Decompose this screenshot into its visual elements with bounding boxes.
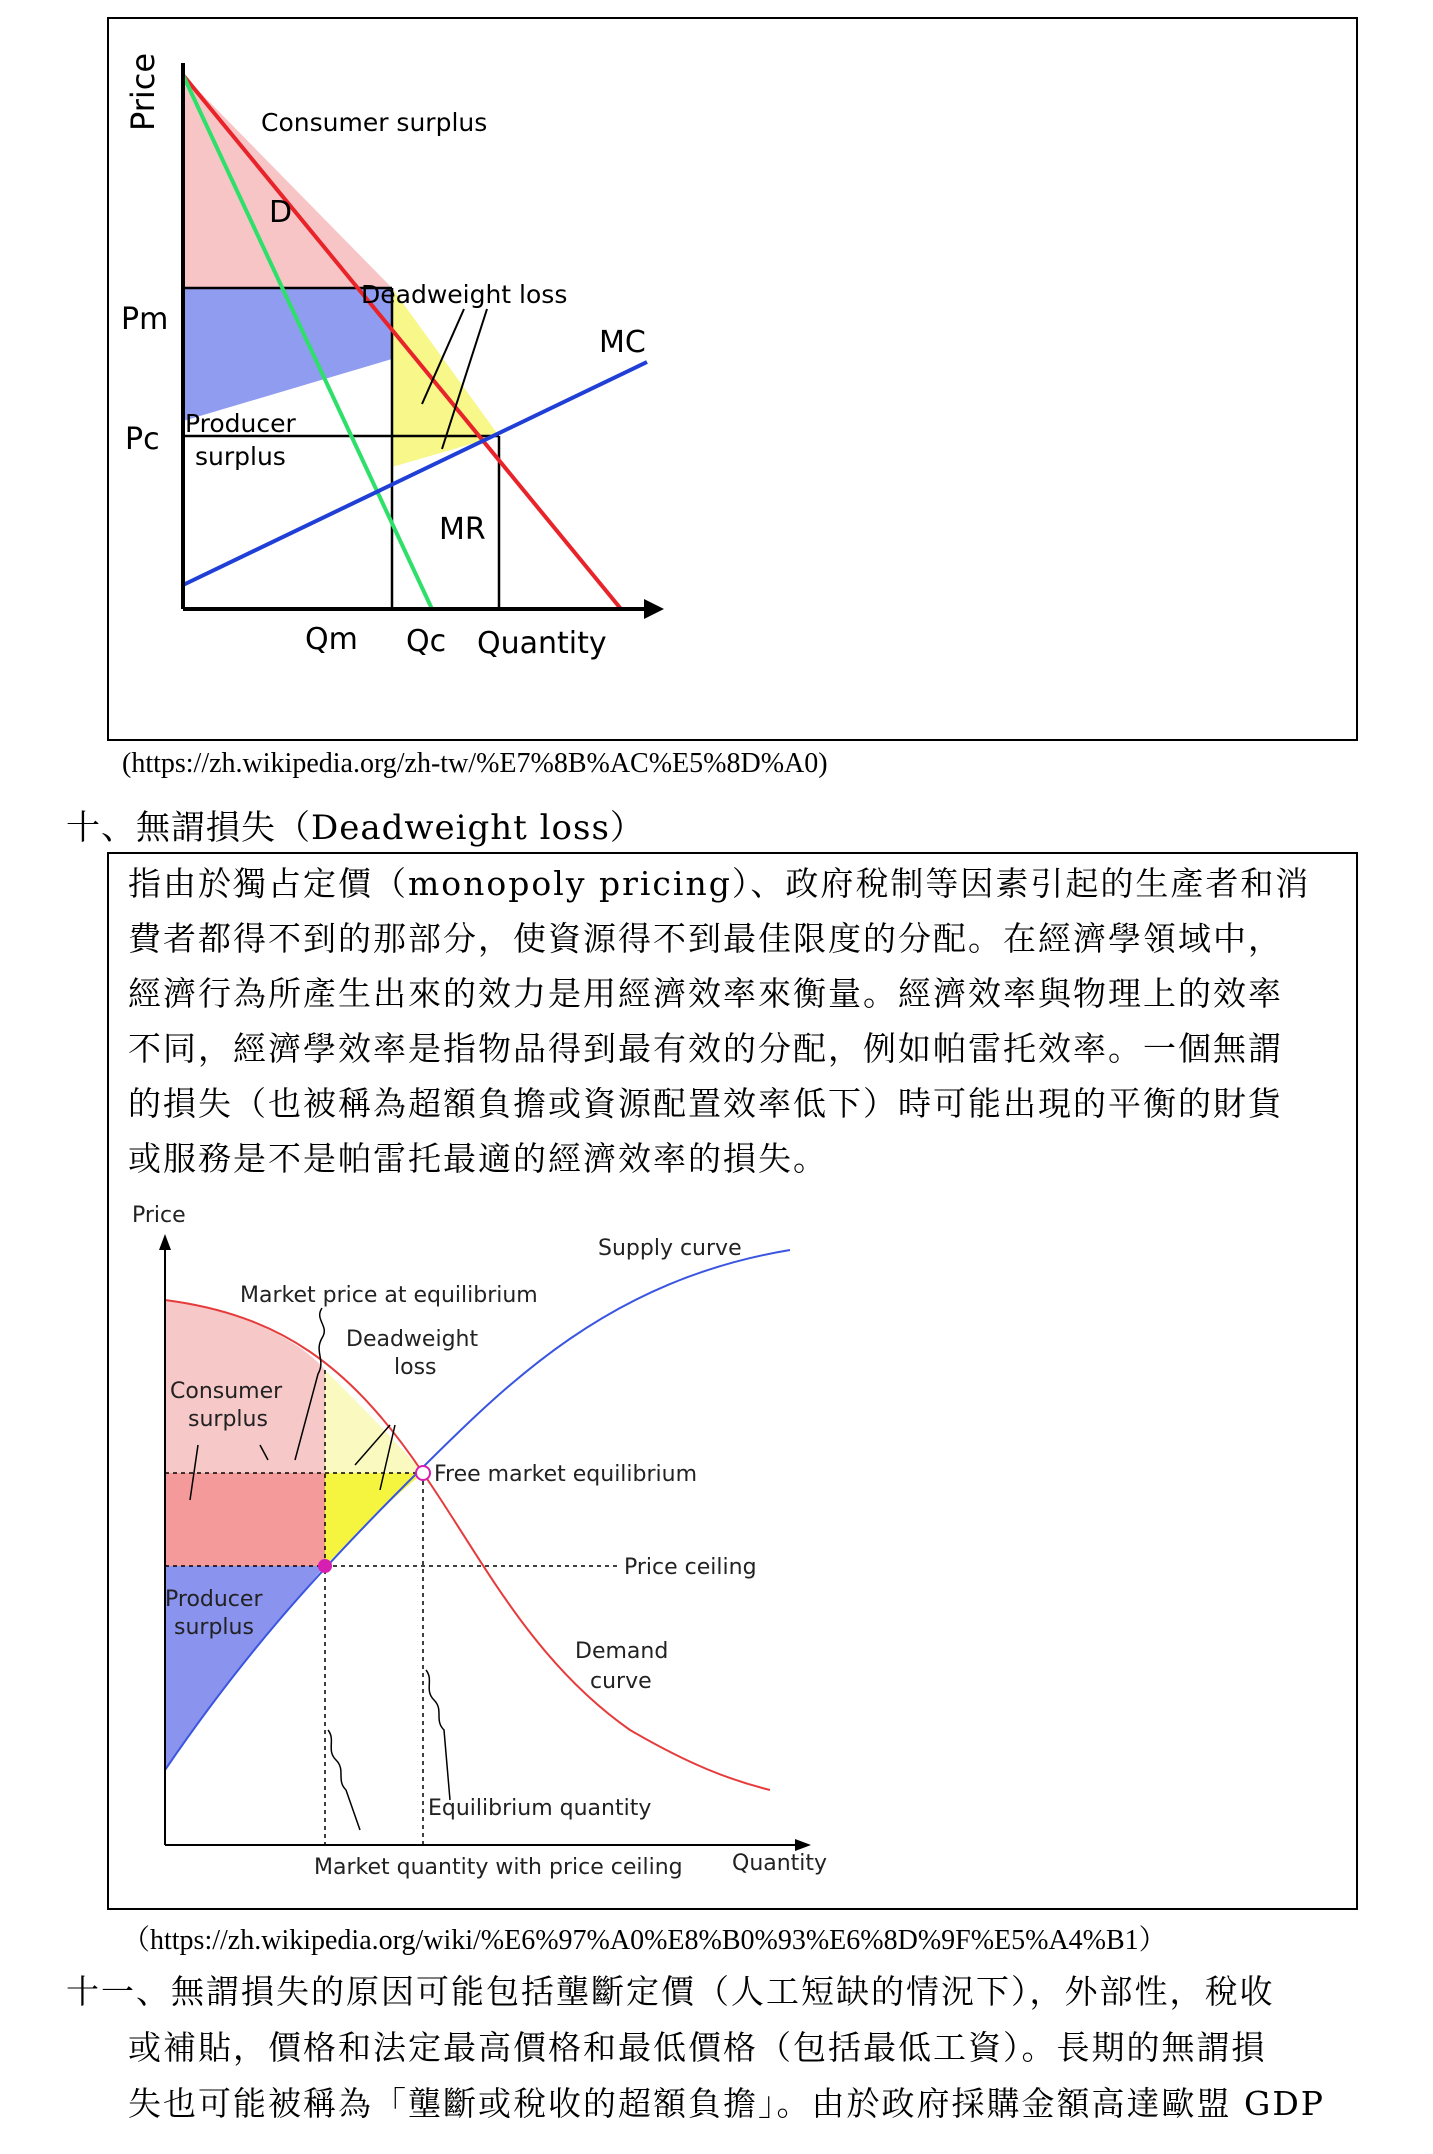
qc-label: Qc xyxy=(406,624,447,659)
demand-curve-label: curve xyxy=(590,1669,652,1694)
section10-line: 不同，經濟學效率是指物品得到最有效的分配，例如帕雷托效率。一個無謂 xyxy=(128,1029,1283,1068)
section10-line: 費者都得不到的那部分，使資源得不到最佳限度的分配。在經濟學領域中， xyxy=(128,919,1283,958)
section11-line: 十一、無謂損失的原因可能包括壟斷定價（人工短缺的情況下），外部性，稅收 xyxy=(66,1972,1275,2011)
producer-surplus-label: Producer xyxy=(165,1587,263,1612)
market-price-label: Market price at equilibrium xyxy=(240,1283,538,1308)
deadweight-loss-area xyxy=(325,1370,423,1473)
deadweight-loss-label: Deadweight loss xyxy=(361,280,568,309)
section11-line: 失也可能被稱為「壟斷或稅收的超額負擔」。由於政府採購金額高達歐盟 GDP xyxy=(128,2084,1326,2123)
monopoly-chart xyxy=(109,19,1356,739)
consumer-surplus-area xyxy=(183,75,392,288)
consumer-surplus-label: surplus xyxy=(188,1407,268,1432)
pc-label: Pc xyxy=(125,422,160,457)
market-quantity-pointer xyxy=(328,1730,360,1830)
quantity-axis-label: Quantity xyxy=(477,626,607,661)
free-market-equilibrium-point xyxy=(416,1466,430,1480)
consumer-surplus-label: Consumer xyxy=(170,1379,283,1404)
deadweight-label: loss xyxy=(394,1355,437,1380)
price-axis-label: Price xyxy=(132,1203,186,1228)
deadweight-label: Deadweight xyxy=(346,1327,479,1352)
producer-surplus-label: surplus xyxy=(195,442,286,471)
mc-label: MC xyxy=(599,325,646,360)
y-axis-arrow xyxy=(159,1234,171,1250)
x-axis-arrow xyxy=(644,599,664,619)
supply-curve-label: Supply curve xyxy=(598,1236,742,1261)
figure2-source: （https://zh.wikipedia.org/wiki/%E6%97%A0%E8%B0%93%E6%8D%9F%E5%A4%B1） xyxy=(122,1925,1167,1956)
equilibrium-quantity-pointer xyxy=(426,1670,450,1800)
demand-label: D xyxy=(269,195,293,230)
price-axis-label: Price xyxy=(124,52,162,131)
price-ceiling-point xyxy=(318,1559,332,1573)
pm-label: Pm xyxy=(121,302,169,337)
section10-line: 或服務是不是帕雷托最適的經濟效率的損失。 xyxy=(128,1139,828,1178)
price-ceiling-chart xyxy=(110,1190,870,1900)
demand-curve-label: Demand xyxy=(575,1639,669,1664)
consumer-surplus-transfer-area xyxy=(165,1473,325,1566)
section10-line: 的損失（也被稱為超額負擔或資源配置效率低下）時可能出現的平衡的財貨 xyxy=(128,1084,1283,1123)
equilibrium-quantity-label: Equilibrium quantity xyxy=(428,1796,652,1821)
section11-line: 或補貼，價格和法定最高價格和最低價格（包括最低工資）。長期的無謂損 xyxy=(128,2028,1267,2067)
section10-line: 經濟行為所產生出來的效力是用經濟效率來衡量。經濟效率與物理上的效率 xyxy=(128,974,1283,1013)
x-axis-arrow xyxy=(795,1839,811,1851)
figure1-frame xyxy=(107,17,1358,741)
mr-label: MR xyxy=(439,512,486,547)
producer-surplus-label: Producer xyxy=(185,409,296,438)
price-ceiling-label: Price ceiling xyxy=(624,1555,757,1580)
market-quantity-label: Market quantity with price ceiling xyxy=(314,1855,683,1880)
free-market-label: Free market equilibrium xyxy=(434,1462,698,1487)
section10-line: 指由於獨占定價（monopoly pricing）、政府稅制等因素引起的生產者和消 xyxy=(128,864,1311,903)
consumer-surplus-label: Consumer surplus xyxy=(261,108,488,137)
qm-label: Qm xyxy=(305,622,358,657)
section10-title: 十、無謂損失（Deadweight loss） xyxy=(66,808,645,848)
quantity-axis-label: Quantity xyxy=(732,1851,828,1876)
figure1-source: (https://zh.wikipedia.org/zh-tw/%E7%8B%AC%E5%8D%A0) xyxy=(122,748,828,779)
producer-surplus-label: surplus xyxy=(174,1615,254,1640)
